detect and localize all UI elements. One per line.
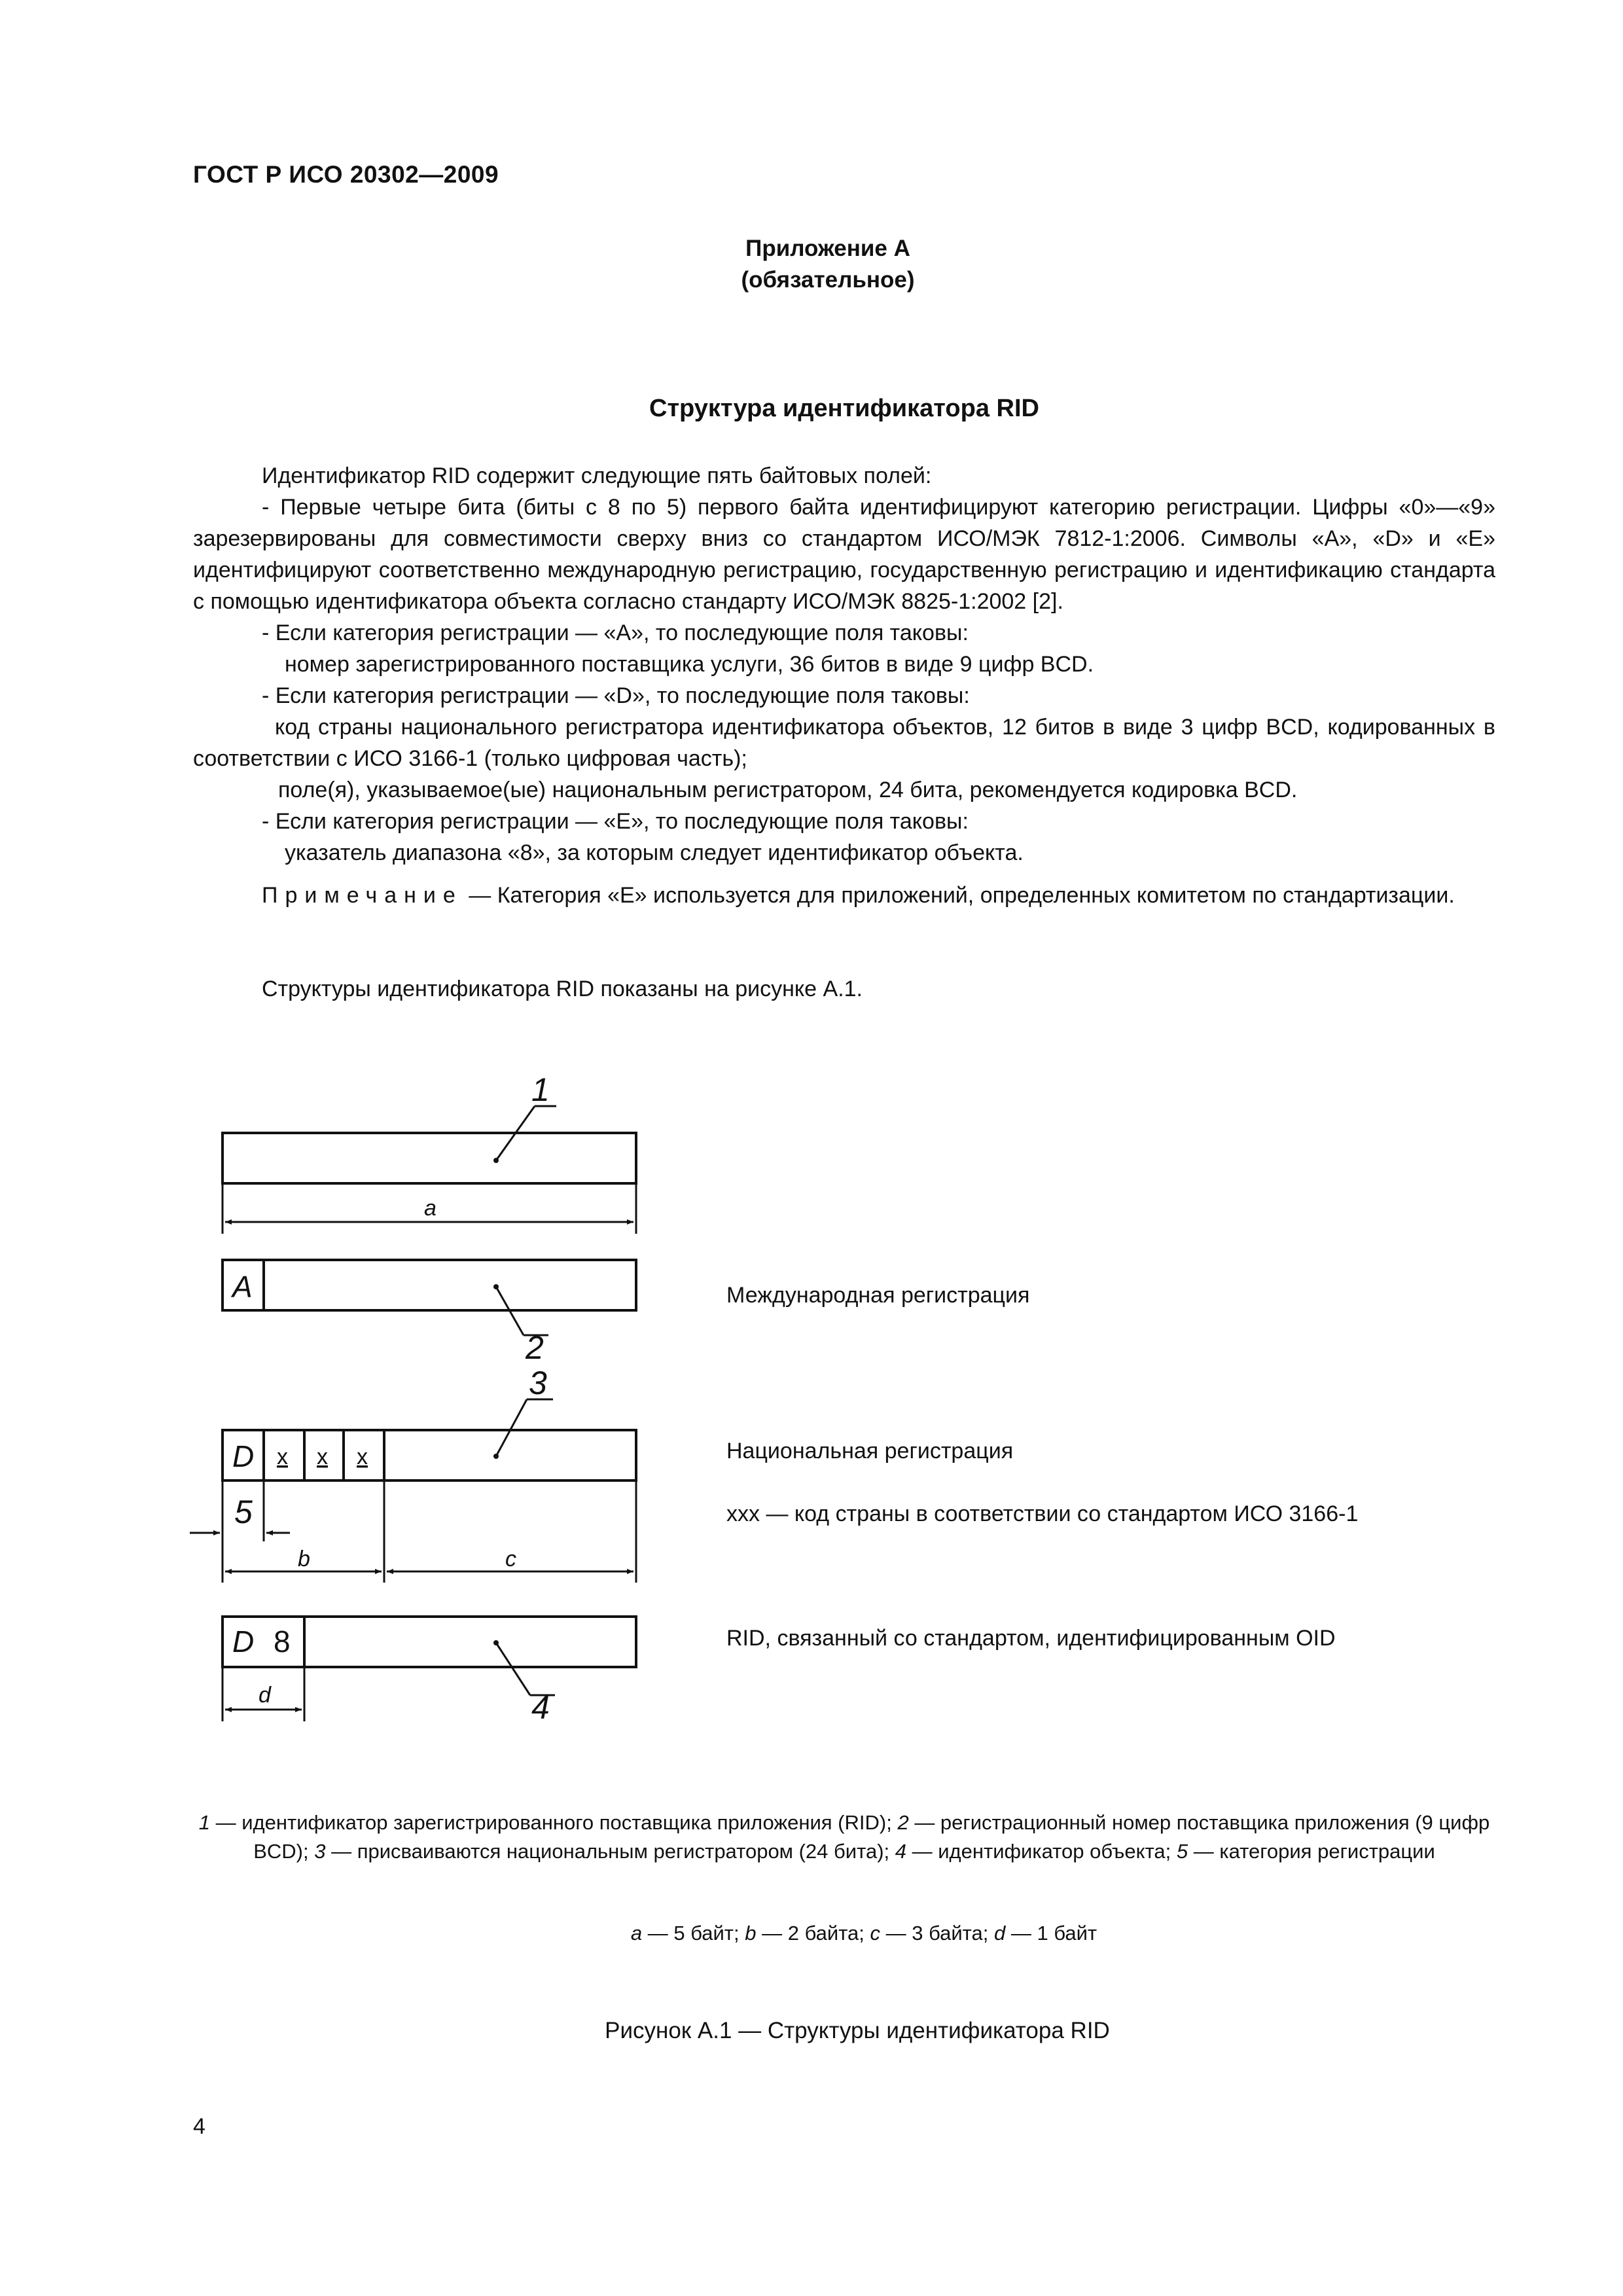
country-digit-x: x: [357, 1444, 368, 1469]
key-num: 3: [314, 1840, 326, 1863]
paragraph: - Первые четыре бита (биты с 8 по 5) первого байта идентифицируют категорию регистрации. Цифры «0»—«9» зарезервированы для совместимости сверху вниз со стандартом ИСО/МЭК 7812-1:2006. Символы «А», «D» и «Е» идентифицируют соответственно международную регистрацию, государственную регистрацию и идентификацию стандарта с помощью идентификатора объекта согласно стандарту ИСО/МЭК 8825-1:2002 [2].: [193, 495, 1495, 614]
figure-key: [193, 1808, 1495, 1866]
range-indicator-8: 8: [274, 1624, 291, 1659]
section-title: Структура идентификатора RID: [649, 395, 1039, 422]
dim-key-text: — 1 байт: [1005, 1922, 1097, 1945]
paragraph: - Если категория регистрации — «D», то последующие поля таковы:: [262, 683, 970, 708]
dim-label-b: b: [298, 1547, 310, 1571]
key-text: — присваиваются национальным регистратором (24 бита);: [325, 1840, 895, 1863]
label-national: Национальная регистрация: [726, 1439, 1014, 1463]
paragraph: - Если категория регистрации — «Е», то последующие поля таковы:: [262, 809, 969, 834]
leader-dot: [493, 1284, 499, 1289]
paragraph: номер зарегистрированного поставщика услуги, 36 битов в виде 9 цифр BCD.: [285, 652, 1094, 677]
page-number: 4: [193, 2114, 205, 2139]
figure-caption: Рисунок А.1 — Структуры идентификатора RID: [605, 2018, 1110, 2043]
label-rid-oid: RID, связанный со стандартом, идентифицированным OID: [726, 1626, 1336, 1651]
international-box: [223, 1260, 636, 1310]
key-text: — регистрационный номер поставщика приложения (9 цифр BCD);: [253, 1811, 1490, 1863]
annex-title: Приложение А: [745, 236, 910, 261]
callout-4: 4: [531, 1689, 550, 1726]
dim-key: a: [630, 1922, 643, 1945]
country-digit-x: x: [317, 1444, 328, 1469]
key-text: — идентификатор объекта;: [906, 1840, 1177, 1863]
paragraph: код страны национального регистратора идентификатора объектов, 12 битов в виде 3 цифр BCD, кодированных в соответствии с ИСО 3166-1 (только цифровая часть);: [193, 715, 1495, 771]
standard-header: ГОСТ Р ИСО 20302—2009: [193, 161, 499, 188]
key-num: 2: [897, 1811, 909, 1834]
dim-key: b: [745, 1922, 757, 1945]
dim-key: d: [993, 1922, 1006, 1945]
callout-1: 1: [531, 1071, 550, 1108]
callout-2: 2: [526, 1329, 544, 1366]
note-text: — Категория «Е» используется для приложений, определенных комитетом по стандартизации.: [462, 883, 1455, 908]
leader-dot: [493, 1158, 499, 1163]
figure-dims-legend: [0, 1922, 1623, 1945]
dim-key-text: — 3 байта;: [880, 1922, 994, 1945]
dim-key-text: — 2 байта;: [756, 1922, 870, 1945]
rid-box: [223, 1133, 636, 1183]
callout-3: 3: [529, 1365, 547, 1401]
category-letter-d: D: [232, 1439, 255, 1473]
paragraph: - Если категория регистрации — «А», то последующие поля таковы:: [262, 620, 969, 645]
annex-status: (обязательное): [741, 267, 915, 293]
note-label: Примечание: [262, 883, 463, 908]
country-digit-x: x: [277, 1444, 288, 1469]
key-num: 5: [1176, 1840, 1188, 1863]
dim-label-a: a: [424, 1196, 437, 1221]
category-letter-a: A: [232, 1270, 253, 1304]
leader-line-4: [496, 1643, 530, 1695]
paragraph: поле(я), указываемое(ые) национальным регистратором, 24 бита, рекомендуется кодировка BCD.: [278, 778, 1298, 802]
label-international: Международная регистрация: [726, 1283, 1030, 1308]
category-letter-d: D: [232, 1624, 255, 1659]
callout-5: 5: [234, 1494, 253, 1530]
paragraph: указатель диапазона «8», за которым следует идентификатор объекта.: [285, 840, 1024, 865]
leader-line-3: [496, 1399, 527, 1456]
label-xxx: xxx — код страны в соответствии со стандартом ИСО 3166-1: [726, 1501, 1359, 1526]
key-text: — категория регистрации: [1188, 1840, 1435, 1863]
dim-key-text: — 5 байт;: [642, 1922, 745, 1945]
dim-key: c: [870, 1922, 880, 1945]
dim-label-c: c: [505, 1547, 516, 1571]
leader-dot: [493, 1454, 499, 1459]
key-text: — идентификатор зарегистрированного поставщика приложения (RID);: [210, 1811, 898, 1834]
key-num: 1: [198, 1811, 210, 1834]
paragraph: Идентификатор RID содержит следующие пять байтовых полей:: [262, 463, 932, 488]
leader-dot: [493, 1640, 499, 1645]
dim-label-d: d: [259, 1683, 271, 1708]
key-num: 4: [895, 1840, 906, 1863]
paragraph: Структуры идентификатора RID показаны на рисунке А.1.: [262, 977, 863, 1001]
